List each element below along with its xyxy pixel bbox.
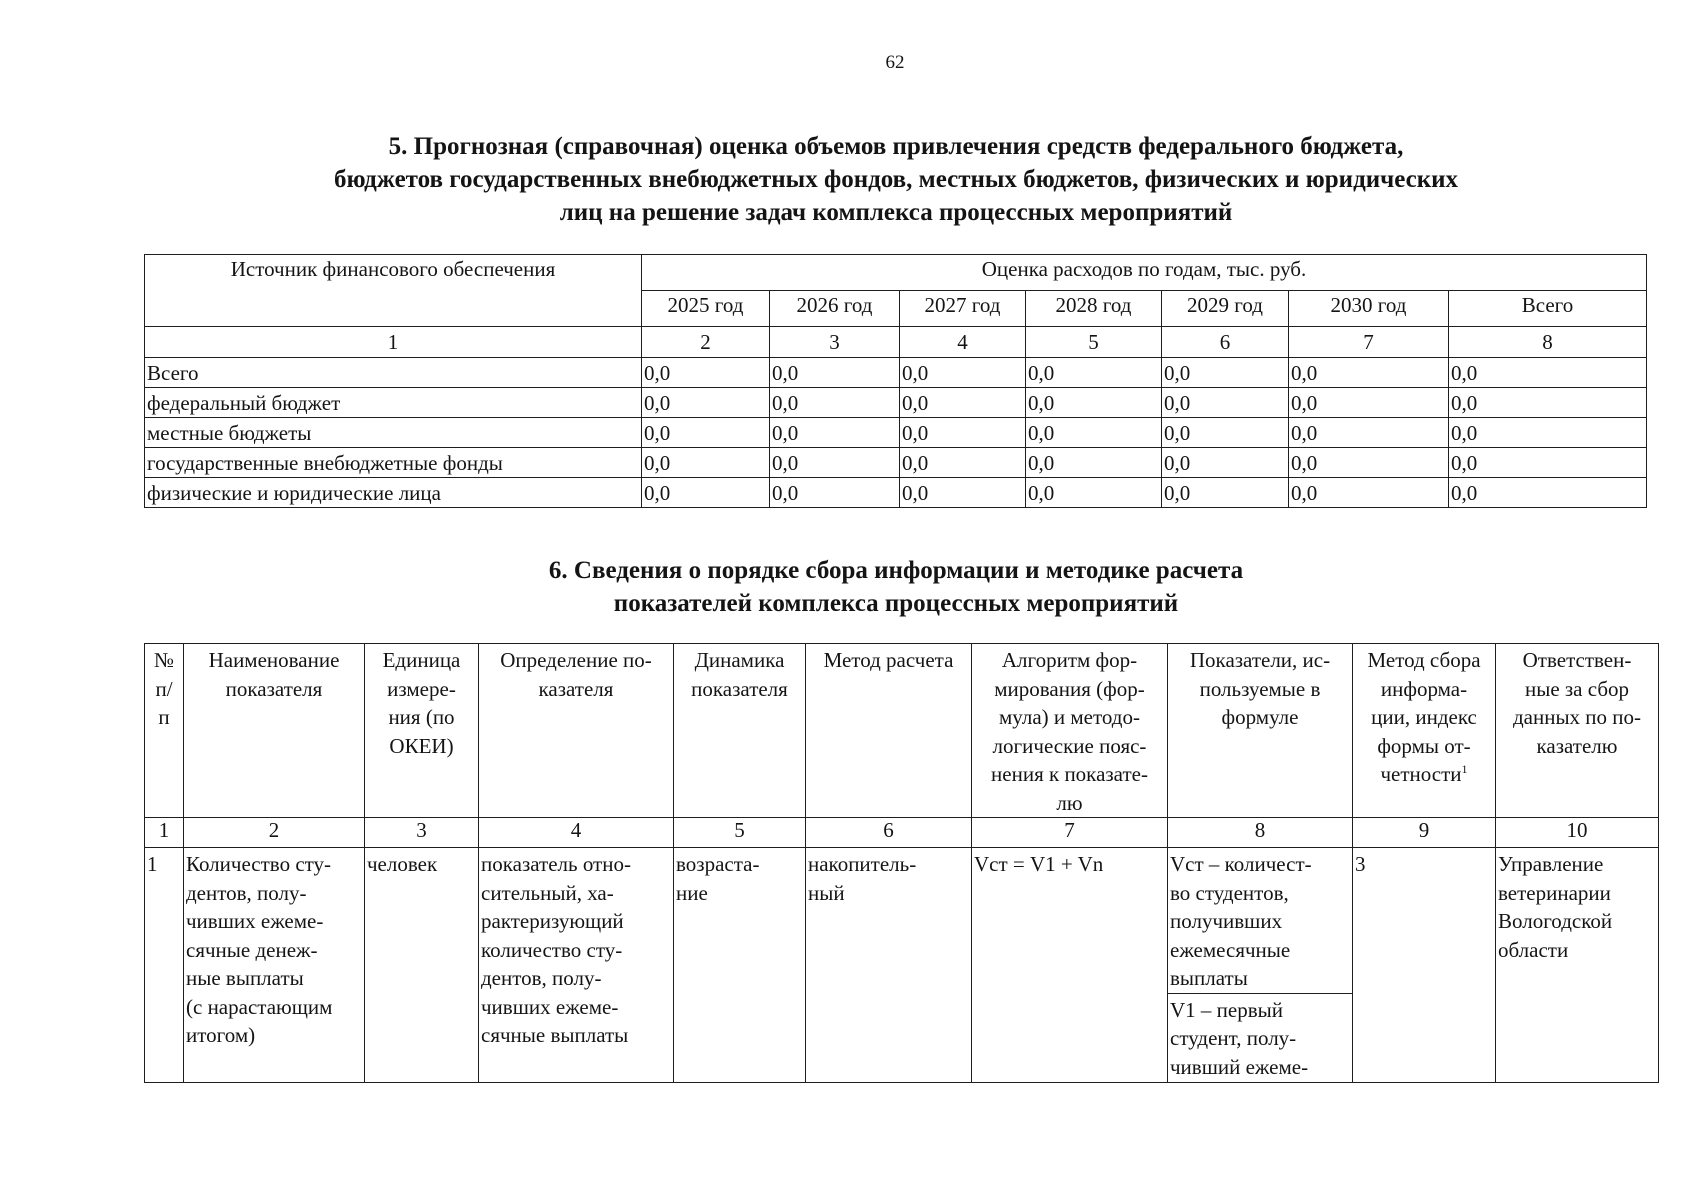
- table-row: [145, 848, 1659, 1083]
- header-number: № п/ п: [145, 644, 184, 818]
- financing-estimate-table: [144, 254, 1647, 508]
- amount-cell: 0,0: [1026, 448, 1162, 478]
- column-number: 5: [1026, 327, 1162, 358]
- amount-cell: 0,0: [1289, 418, 1449, 448]
- header-calculation-method: Метод расчета: [806, 644, 972, 818]
- funding-source-label: федеральный бюджет: [145, 388, 642, 418]
- funding-source-label: Всего: [145, 358, 642, 388]
- amount-cell: 0,0: [1162, 358, 1289, 388]
- unit: человек: [365, 848, 479, 1083]
- amount-cell: 0,0: [770, 358, 900, 388]
- header-responsible: Ответствен- ные за сбор данных по по- казателю: [1496, 644, 1659, 818]
- definition: показатель отно- сительный, ха- рактеризующий количество сту- дентов, полу- чивших ежеме- сячные выплаты: [479, 848, 674, 1083]
- amount-cell: 0,0: [900, 388, 1026, 418]
- column-number: 6: [806, 818, 972, 848]
- amount-cell: 0,0: [1289, 358, 1449, 388]
- dynamics: возраста- ние: [674, 848, 806, 1083]
- total-header: Всего: [1449, 291, 1647, 327]
- amount-cell: 0,0: [900, 448, 1026, 478]
- amount-cell: 0,0: [770, 418, 900, 448]
- amount-cell: 0,0: [1026, 388, 1162, 418]
- source-header: Источник финансового обеспечения: [145, 255, 642, 327]
- section-6-title: [146, 554, 1646, 620]
- indicator-name: Количество сту- дентов, полу- чивших ежеме- сячные денеж- ные выплаты (с нарастающим итогом): [184, 848, 365, 1083]
- header-definition: Определение по- казателя: [479, 644, 674, 818]
- section-5-title-line: лиц на решение задач комплекса процессных мероприятий: [559, 199, 1233, 226]
- funding-source-label: физические и юридические лица: [145, 478, 642, 508]
- column-number: 1: [145, 818, 184, 848]
- table-row: [145, 388, 1647, 418]
- amount-cell: 0,0: [1289, 448, 1449, 478]
- year-header: 2029 год: [1162, 291, 1289, 327]
- column-number: 4: [479, 818, 674, 848]
- amount-cell: 0,0: [1162, 448, 1289, 478]
- column-number: 2: [642, 327, 770, 358]
- collection-method: 3: [1353, 848, 1496, 1083]
- header-collection-method: [1353, 644, 1496, 818]
- amount-cell: 0,0: [770, 388, 900, 418]
- header-dynamics: Динамика показателя: [674, 644, 806, 818]
- amount-cell: 0,0: [900, 478, 1026, 508]
- table-row: [145, 448, 1647, 478]
- column-number: 3: [770, 327, 900, 358]
- indicator-methodology-table: [144, 643, 1659, 1083]
- amount-cell: 0,0: [1026, 418, 1162, 448]
- column-number: 1: [145, 327, 642, 358]
- amount-cell: 0,0: [1026, 478, 1162, 508]
- row-number: 1: [145, 848, 184, 1083]
- column-number: 10: [1496, 818, 1659, 848]
- responsible: Управление ветеринарии Вологодской области: [1496, 848, 1659, 1083]
- funding-source-label: местные бюджеты: [145, 418, 642, 448]
- section-6-title-line: 6. Сведения о порядке сбора информации и методике расчета: [548, 557, 1244, 584]
- footnote-mark: 1: [1461, 762, 1468, 776]
- page-number: 62: [885, 52, 905, 73]
- amount-cell: 0,0: [770, 448, 900, 478]
- amount-cell: 0,0: [1449, 448, 1647, 478]
- formula-variable-v1: V1 – первый студент, полу- чивший ежеме-: [1168, 993, 1352, 1082]
- column-number-row: [145, 327, 1647, 358]
- formula-variable-vst: Vст – количест- во студентов, получивших ежемесячные выплаты: [1170, 852, 1312, 990]
- header-formula-variables: Показатели, ис- пользуемые в формуле: [1168, 644, 1353, 818]
- amount-cell: 0,0: [1449, 418, 1647, 448]
- amount-cell: 0,0: [642, 418, 770, 448]
- column-number: 4: [900, 327, 1026, 358]
- year-header: 2027 год: [900, 291, 1026, 327]
- column-number: 9: [1353, 818, 1496, 848]
- amount-cell: 0,0: [642, 358, 770, 388]
- header-collection-method-text: Метод сбора информа- ции, индекс формы от- четности: [1367, 648, 1481, 786]
- header-indicator-name: Наименование показателя: [184, 644, 365, 818]
- amount-cell: 0,0: [1162, 388, 1289, 418]
- formula-variables: [1168, 848, 1353, 1083]
- table-row: [145, 418, 1647, 448]
- amount-cell: 0,0: [642, 448, 770, 478]
- calculation-method: накопитель- ный: [806, 848, 972, 1083]
- column-number: 8: [1449, 327, 1647, 358]
- amount-cell: 0,0: [900, 418, 1026, 448]
- header-unit: Единица измере- ния (по ОКЕИ): [365, 644, 479, 818]
- year-header: 2025 год: [642, 291, 770, 327]
- year-header: 2026 год: [770, 291, 900, 327]
- estimate-header: Оценка расходов по годам, тыс. руб.: [642, 255, 1647, 291]
- funding-source-label: государственные внебюджетные фонды: [145, 448, 642, 478]
- table-row: [145, 358, 1647, 388]
- formula: Vст = V1 + Vn: [972, 848, 1168, 1083]
- column-number: 5: [674, 818, 806, 848]
- amount-cell: 0,0: [1449, 478, 1647, 508]
- amount-cell: 0,0: [642, 388, 770, 418]
- table-row: [145, 478, 1647, 508]
- amount-cell: 0,0: [1162, 478, 1289, 508]
- amount-cell: 0,0: [1289, 478, 1449, 508]
- section-5-title-line: бюджетов государственных внебюджетных фондов, местных бюджетов, физических и юридических: [333, 166, 1459, 193]
- header-formula: Алгоритм фор- мирования (фор- мула) и методо- логические пояс- нения к показате- лю: [972, 644, 1168, 818]
- amount-cell: 0,0: [770, 478, 900, 508]
- column-number: 2: [184, 818, 365, 848]
- section-5-title: [146, 130, 1646, 229]
- header-row: [145, 644, 1659, 818]
- column-number: 3: [365, 818, 479, 848]
- column-number-row: [145, 818, 1659, 848]
- amount-cell: 0,0: [1026, 358, 1162, 388]
- column-number: 6: [1162, 327, 1289, 358]
- section-5-title-line: 5. Прогнозная (справочная) оценка объемов привлечения средств федерального бюджета,: [388, 133, 1404, 160]
- amount-cell: 0,0: [1162, 418, 1289, 448]
- column-number: 8: [1168, 818, 1353, 848]
- year-header: 2028 год: [1026, 291, 1162, 327]
- amount-cell: 0,0: [1449, 388, 1647, 418]
- amount-cell: 0,0: [1449, 358, 1647, 388]
- section-6-title-line: показателей комплекса процессных мероприятий: [613, 590, 1179, 617]
- amount-cell: 0,0: [642, 478, 770, 508]
- column-number: 7: [1289, 327, 1449, 358]
- column-number: 7: [972, 818, 1168, 848]
- amount-cell: 0,0: [1289, 388, 1449, 418]
- amount-cell: 0,0: [900, 358, 1026, 388]
- year-header: 2030 год: [1289, 291, 1449, 327]
